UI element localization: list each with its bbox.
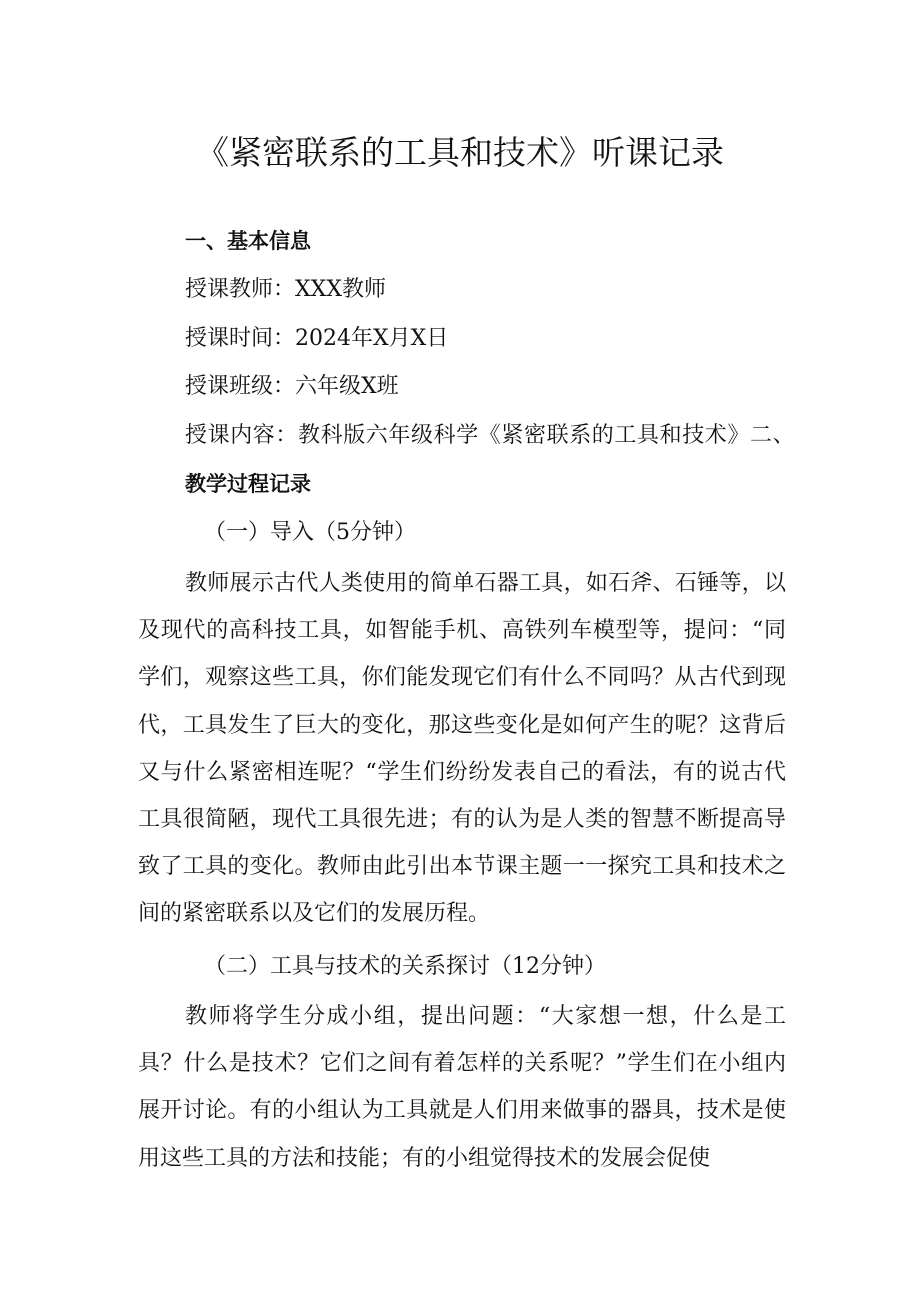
subheading-intro: （一）导入（5分钟）: [204, 520, 416, 545]
document-title: 《紧密联系的工具和技术》听课记录: [196, 133, 724, 172]
info-teacher: 授课教师：XXX教师: [185, 277, 386, 302]
paragraph-discussion: 教师将学生分成小组，提出问题：“大家想一想，什么是工具？什么是技术？它们之间有着怎样的关系呢？”学生们在小组内展开讨论。有的小组认为工具就是人们用来做事的器具，技术是使用这些工具的方法和技能；有的小组觉得技术的发展会促使: [138, 1004, 786, 1171]
subheading-discussion: （二）工具与技术的关系探讨（12分钟）: [204, 954, 606, 979]
info-class: 授课班级：六年级X班: [185, 374, 399, 399]
info-time: 授课时间：2024年X月X日: [185, 326, 449, 351]
section-heading-process: 教学过程记录: [185, 472, 311, 496]
section-heading-basic-info: 一、基本信息: [185, 229, 311, 253]
paragraph-intro: 教师展示古代人类使用的简单石器工具，如石斧、石锤等，以及现代的高科技工具，如智能手机、高铁列车模型等，提问：“同学们，观察这些工具，你们能发现它们有什么不同吗？从古代到现代，工具发生了巨大的变化，那这些变化是如何产生的呢？这背后又与什么紧密相连呢？“学生们纷纷发表自己的看法，有的说古代工具很简陋，现代工具很先进；有的认为是人类的智慧不断提高导致了工具的变化。教师由此引出本节课主题一一探究工具和技术之间的紧密联系以及它们的发展历程。: [138, 571, 786, 927]
info-content: 授课内容：教科版六年级科学《紧密联系的工具和技术》二、: [185, 423, 796, 448]
